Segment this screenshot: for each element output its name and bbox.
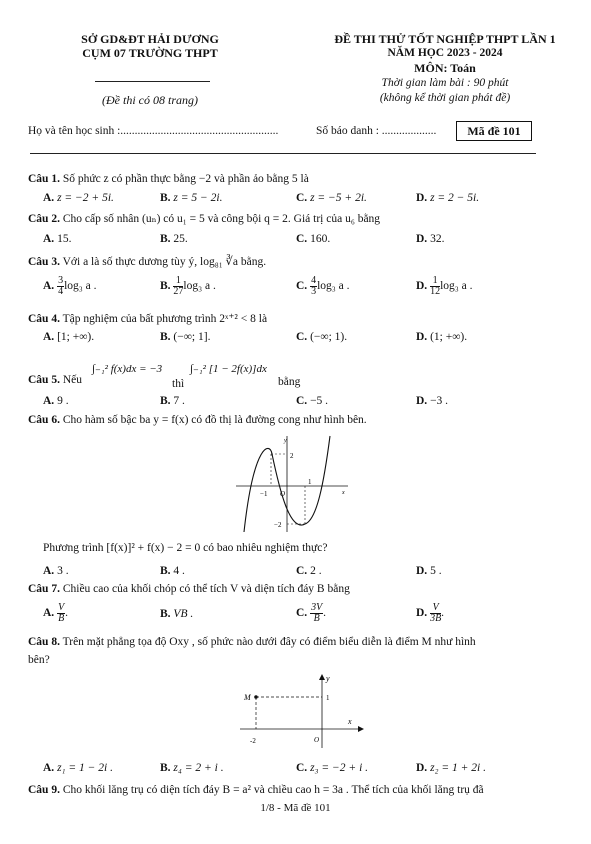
q2-option-c[interactable]: C. 160. — [296, 233, 331, 245]
header-right-line1: ĐỀ THI THỬ TỐT NGHIỆP THPT LẦN 1 — [334, 32, 556, 46]
q4-option-a[interactable]: A. [1; +∞). — [43, 331, 95, 343]
x-label: x — [348, 717, 352, 726]
q6-option-b[interactable]: B. 4 . — [160, 565, 185, 577]
question-6: Câu 6. Cho hàm số bậc ba y = f(x) có đồ thị là đường cong như hình bên. — [28, 414, 367, 426]
q7-option-c[interactable]: C. $\frac{3V}{B}$ . — [296, 602, 327, 624]
q2-option-d[interactable]: D. 32. — [416, 233, 445, 245]
q6-equation: Phương trình [f(x)]² + f(x) − 2 = 0 có bao nhiêu nghiệm thực? — [43, 542, 328, 554]
q2-option-b[interactable]: B. 25. — [160, 233, 188, 245]
coordinate-graph — [230, 672, 370, 752]
q4-option-d[interactable]: D. (1; +∞). — [416, 331, 468, 343]
header-left-note: (Đề thi có 08 trang) — [102, 93, 198, 107]
q5-end: bằng — [278, 376, 301, 388]
q4-option-c[interactable]: C. (−∞; 1). — [296, 331, 348, 343]
q5-option-b[interactable]: B. 7 . — [160, 395, 185, 407]
question-7: Câu 7. Chiều cao của khối chóp có thể tích V và diện tích đáy B bằng — [28, 583, 350, 595]
q8-option-d[interactable]: D. z₂ = 1 + 2i . — [416, 762, 487, 774]
x-arrow — [358, 726, 364, 732]
q5-integral-2: ∫₋₁² [1 − 2f(x)]dx — [190, 363, 267, 375]
header-right-line2: NĂM HỌC 2023 - 2024 — [387, 47, 503, 59]
q3-option-d[interactable]: D. $\frac{1}{12}$ log₃ a . — [416, 275, 473, 297]
q7-option-a[interactable]: A. $\frac{V}{B}$ . — [43, 602, 69, 624]
q5-integral-1: ∫₋₁² f(x)dx = −3 — [92, 363, 163, 375]
question-text: Số phức z có phần thực bằng −2 và phần ảo bằng 5 là — [62, 173, 309, 185]
q1-option-b[interactable]: B. z = 5 − 2i. — [160, 192, 223, 204]
q6-option-c[interactable]: C. 2 . — [296, 565, 322, 577]
q4-option-b[interactable]: B. (−∞; 1]. — [160, 331, 211, 343]
question-5: Câu 5. Nếu — [28, 374, 82, 386]
page-footer: 1/8 - Mã đề 101 — [260, 802, 331, 814]
q1-option-a[interactable]: A. z = −2 + 5i. — [43, 192, 114, 204]
q8-option-c[interactable]: C. z₃ = −2 + i . — [296, 762, 369, 774]
q8-option-b[interactable]: B. z₄ = 2 + i . — [160, 762, 224, 774]
tick-2: 2 — [290, 452, 294, 460]
exam-code-box: Mã đề 101 — [456, 121, 532, 141]
header-right-note: (không kể thời gian phát đề) — [379, 92, 511, 104]
tick-1: 1 — [326, 694, 330, 702]
q8-text-line2: bên? — [28, 654, 50, 666]
header-left-line2: CỤM 07 TRƯỜNG THPT — [82, 46, 218, 60]
q6-option-a[interactable]: A. 3 . — [43, 565, 69, 577]
tick-neg2: -2 — [250, 737, 256, 745]
q7-option-d[interactable]: D. $\frac{V}{3B}$ . — [416, 602, 445, 624]
question-1 — [28, 173, 309, 185]
q2-option-a[interactable]: A. 15. — [43, 233, 72, 245]
question-9: Câu 9. Cho khối lăng trụ có diện tích đáy B = a² và chiều cao h = 3a . Thể tích của khối lăng trụ đã — [28, 784, 484, 796]
header-right-time: Thời gian làm bài : 90 phút — [381, 77, 509, 89]
q3-option-a[interactable]: A. $\frac{3}{4}$ log₃ a . — [43, 275, 97, 297]
q5-then: thì — [172, 378, 185, 390]
point-label: M — [244, 693, 251, 702]
question-3: Câu 3. Với a là số thực dương tùy ý, log₈₁ ∛a bằng. — [28, 256, 267, 268]
x-label: x — [342, 490, 345, 496]
y-label: y — [284, 438, 287, 444]
student-id-label: Số báo danh : ................... — [316, 125, 437, 137]
q5-option-d[interactable]: D. −3 . — [416, 395, 449, 407]
tick-neg2: −2 — [274, 521, 282, 529]
student-name-label: Họ và tên học sinh :....................................................... — [28, 125, 279, 137]
header-left-divider — [95, 81, 210, 82]
tick-neg1: −1 — [260, 490, 268, 498]
header-right-line3: MÔN: Toán — [414, 61, 476, 75]
origin-label: O — [280, 490, 286, 498]
q3-option-b[interactable]: B. $\frac{1}{27}$ log₃ a . — [160, 275, 216, 297]
tick-1: 1 — [308, 478, 312, 486]
q6-option-d[interactable]: D. 5 . — [416, 565, 442, 577]
point-m — [254, 695, 258, 699]
q8-option-a[interactable]: A. z₁ = 1 − 2i . — [43, 762, 114, 774]
header-left-line1: SỞ GD&ĐT HẢI DƯƠNG — [81, 32, 219, 46]
question-label: Câu 1. — [28, 173, 60, 185]
q1-option-d[interactable]: D. z = 2 − 5i. — [416, 192, 480, 204]
y-label: y — [326, 674, 330, 683]
q3-option-c[interactable]: C. $\frac{4}{3}$ log₃ a . — [296, 275, 350, 297]
question-8: Câu 8. Trên mặt phẳng tọa độ Oxy , số phức nào dưới đây có điểm biểu diễn là điểm M như hình — [28, 636, 476, 648]
origin-label: O — [314, 736, 320, 744]
q7-option-b[interactable]: B. VB . — [160, 608, 194, 620]
question-4: Câu 4. Tập nghiệm của bất phương trình 2ˣ⁺² < 8 là — [28, 313, 268, 325]
q5-option-a[interactable]: A. 9 . — [43, 395, 69, 407]
q1-option-c[interactable]: C. z = −5 + 2i. — [296, 192, 367, 204]
cubic-graph — [232, 432, 352, 534]
question-2: Câu 2. Cho cấp số nhân (uₙ) có u₁ = 5 và công bội q = 2. Giá trị của u₆ bằng — [28, 213, 381, 225]
y-arrow — [319, 674, 325, 680]
q5-option-c[interactable]: C. −5 . — [296, 395, 329, 407]
header-divider — [30, 153, 536, 154]
